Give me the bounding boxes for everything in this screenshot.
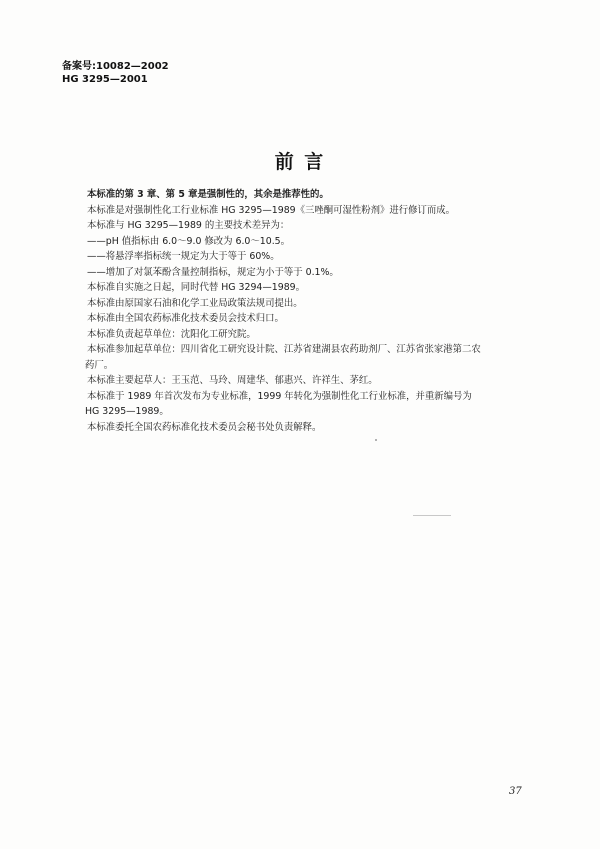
- paragraph-differences-intro: 本标准与 HG 3295—1989 的主要技术差异为：: [87, 220, 290, 231]
- difference-item-ph: ——pH 值指标由 6.0～9.0 修改为 6.0～10.5。: [87, 235, 291, 247]
- paragraph-replacement: 本标准自实施之日起，同时代替 HG 3294—1989。: [87, 282, 305, 293]
- paragraph-drafters: 本标准主要起草人：王玉范、马玲、周建华、郁惠兴、许祥生、茅红。: [87, 375, 378, 386]
- page-number: 37: [509, 786, 522, 797]
- paragraph-history-cont: HG 3295—1989。: [85, 406, 169, 417]
- page-title: 前 言: [274, 151, 326, 173]
- scan-line-artifact: [413, 515, 451, 516]
- scan-speck: [375, 439, 377, 441]
- paragraph-history: 本标准于 1989 年首次发布为专业标准，1999 年转化为强制性化工行业标准，并重新编号为: [87, 390, 472, 402]
- paragraph-interpretation: 本标准委托全国农药标准化技术委员会秘书处负责解释。: [87, 421, 322, 433]
- difference-item-suspension: ——将悬浮率指标统一规定为大于等于 60%。: [87, 251, 280, 262]
- paragraph-drafting-unit: 本标准负责起草单位：沈阳化工研究院。: [87, 328, 256, 340]
- filing-number: 备案号:10082—2002: [62, 61, 169, 72]
- paragraph-revision-basis: 本标准是对强制性化工行业标准 HG 3295—1989《三唑酮可湿性粉剂》进行修订而成。: [87, 204, 455, 216]
- paragraph-technical-committee: 本标准由全国农药标准化技术委员会技术归口。: [87, 313, 284, 324]
- difference-item-chlorophenol: ——增加了对氯苯酚含量控制指标，规定为小于等于 0.1%。: [87, 266, 339, 278]
- paragraph-participating-units: 本标准参加起草单位：四川省化工研究设计院、江苏省建湖县农药助剂厂、江苏省张家港第二农: [87, 344, 481, 355]
- standard-code: HG 3295—2001: [62, 74, 148, 85]
- paragraph-mandatory-chapters: 本标准的第 3 章、第 5 章是强制性的，其余是推荐性的。: [87, 189, 329, 200]
- foreword-body: [87, 187, 527, 435]
- document-header: [62, 60, 169, 86]
- paragraph-proposer: 本标准由原国家石油和化学工业局政策法规司提出。: [87, 297, 303, 309]
- paragraph-participating-units-cont: 药厂。: [85, 359, 114, 371]
